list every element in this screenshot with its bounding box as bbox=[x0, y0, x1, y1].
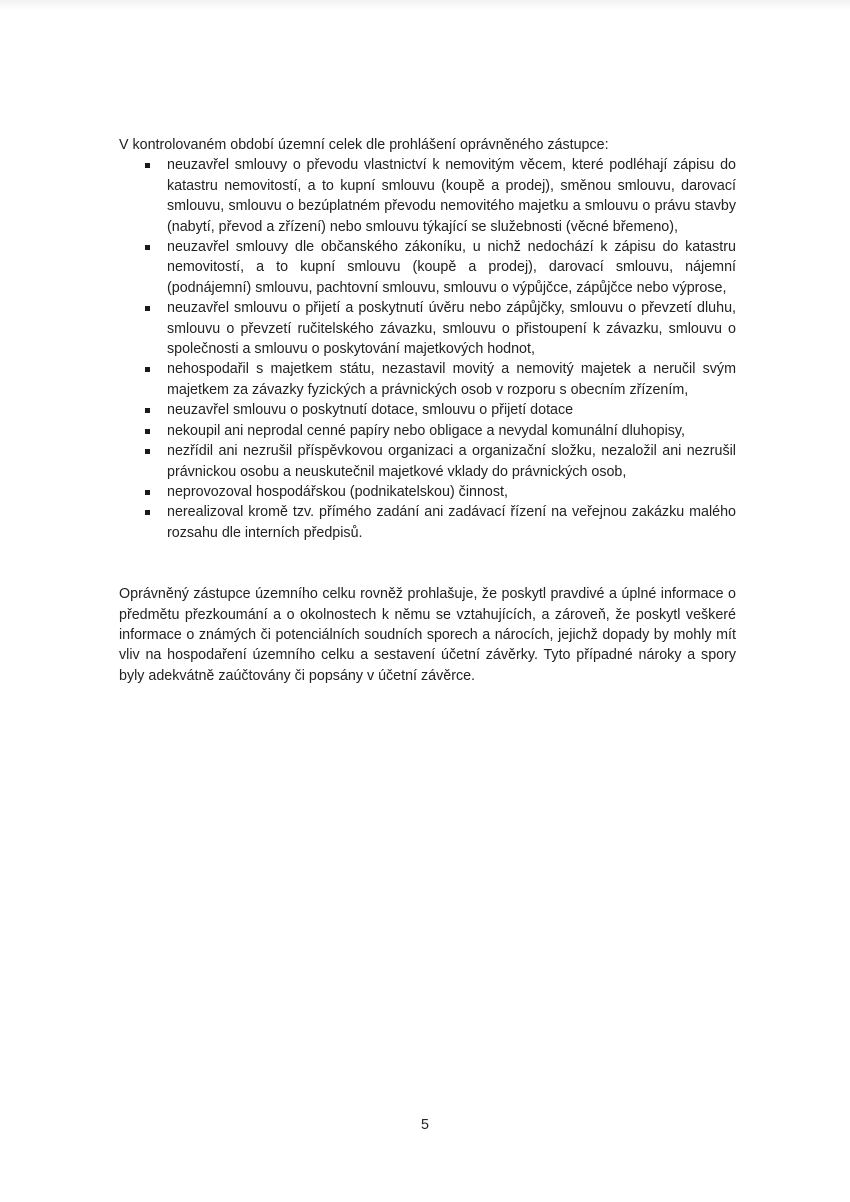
square-bullet-icon bbox=[145, 245, 150, 250]
list-item bbox=[119, 359, 736, 400]
square-bullet-icon bbox=[145, 510, 150, 515]
list-item-text: neuzavřel smlouvy dle občanského zákoníku, u nichž nedochází k zápisu do katastru nemovitostí, a to kupní smlouvu (koupě a prodej), darovací smlouvu, nájemní (podnájemní) smlouvu, pachtovní smlouvu, smlouvu o výpůjčce, zápůjčce nebo výprose, bbox=[167, 239, 736, 296]
declaration-list bbox=[119, 155, 736, 543]
list-item-text: neuzavřel smlouvu o přijetí a poskytnutí úvěru nebo zápůjčky, smlouvu o převzetí dluhu, smlouvu o převzetí ručitelského závazku, smlouvu o přistoupení k závazku, smlouvu o společnosti a smlouvu o poskytování majetkových hodnot, bbox=[167, 300, 736, 358]
list-item-text: neuzavřel smlouvy o převodu vlastnictví k nemovitým věcem, které podléhají zápisu do katastru nemovitostí, a to kupní smlouvu (koupě a prodej), směnou smlouvu, darovací smlouvu, smlouvu o bezúplatném převodu nemovitého majetku a smlouvu o právu stavby (nabytí, převod a zřízení) nebo smlouvu týkající se služebnosti (věcné břemeno), bbox=[167, 157, 736, 235]
page-content bbox=[119, 135, 736, 686]
list-item-text: neuzavřel smlouvu o poskytnutí dotace, smlouvu o přijetí dotace bbox=[167, 402, 574, 419]
closing-paragraph: Oprávněný zástupce územního celku rovněž prohlašuje, že poskytl pravdivé a úplné informace o předmětu přezkoumání a o okolnostech k němu se vztahujících, a zároveň, že poskytl veškeré informace o známých či potenciálních soudních sporech a nárocích, jejichž dopady by mohly mít vliv na hospodaření územního celku a sestavení účetní závěrky. Tyto případné nároky a spory byly adekvátně zaúčtovány či popsány v účetní závěrce. bbox=[119, 586, 736, 684]
square-bullet-icon bbox=[145, 490, 150, 495]
scan-edge-shadow bbox=[0, 0, 850, 10]
list-item-text: nekoupil ani neprodal cenné papíry nebo obligace a nevydal komunální dluhopisy, bbox=[167, 422, 685, 439]
list-item bbox=[119, 400, 736, 420]
square-bullet-icon bbox=[145, 408, 150, 413]
list-item-text: nerealizoval kromě tzv. přímého zadání ani zadávací řízení na veřejnou zakázku malého rozsahu dle interních předpisů. bbox=[167, 504, 736, 541]
list-item-text: nezřídil ani nezrušil příspěvkovou organizaci a organizační složku, nezaložil ani nezrušil právnickou osobu a neuskutečnil majetkové vklady do právnických osob, bbox=[167, 443, 736, 480]
list-item-text: neprovozoval hospodářskou (podnikatelskou) činnost, bbox=[167, 483, 508, 500]
list-item bbox=[119, 441, 736, 482]
square-bullet-icon bbox=[145, 306, 150, 311]
square-bullet-icon bbox=[145, 163, 150, 168]
list-item bbox=[119, 502, 736, 543]
list-item-text: nehospodařil s majetkem státu, nezastavil movitý a nemovitý majetek a neručil svým majetkem za závazky fyzických a právnických osob v rozporu s obecním zřízením, bbox=[167, 361, 736, 398]
square-bullet-icon bbox=[145, 449, 150, 454]
square-bullet-icon bbox=[145, 367, 150, 372]
list-item bbox=[119, 237, 736, 298]
list-item bbox=[119, 421, 736, 441]
list-item bbox=[119, 482, 736, 502]
page-number: 5 bbox=[421, 1117, 429, 1133]
square-bullet-icon bbox=[145, 429, 150, 434]
list-item bbox=[119, 155, 736, 237]
list-item bbox=[119, 298, 736, 359]
intro-paragraph: V kontrolovaném období územní celek dle prohlášení oprávněného zástupce: bbox=[119, 137, 609, 153]
